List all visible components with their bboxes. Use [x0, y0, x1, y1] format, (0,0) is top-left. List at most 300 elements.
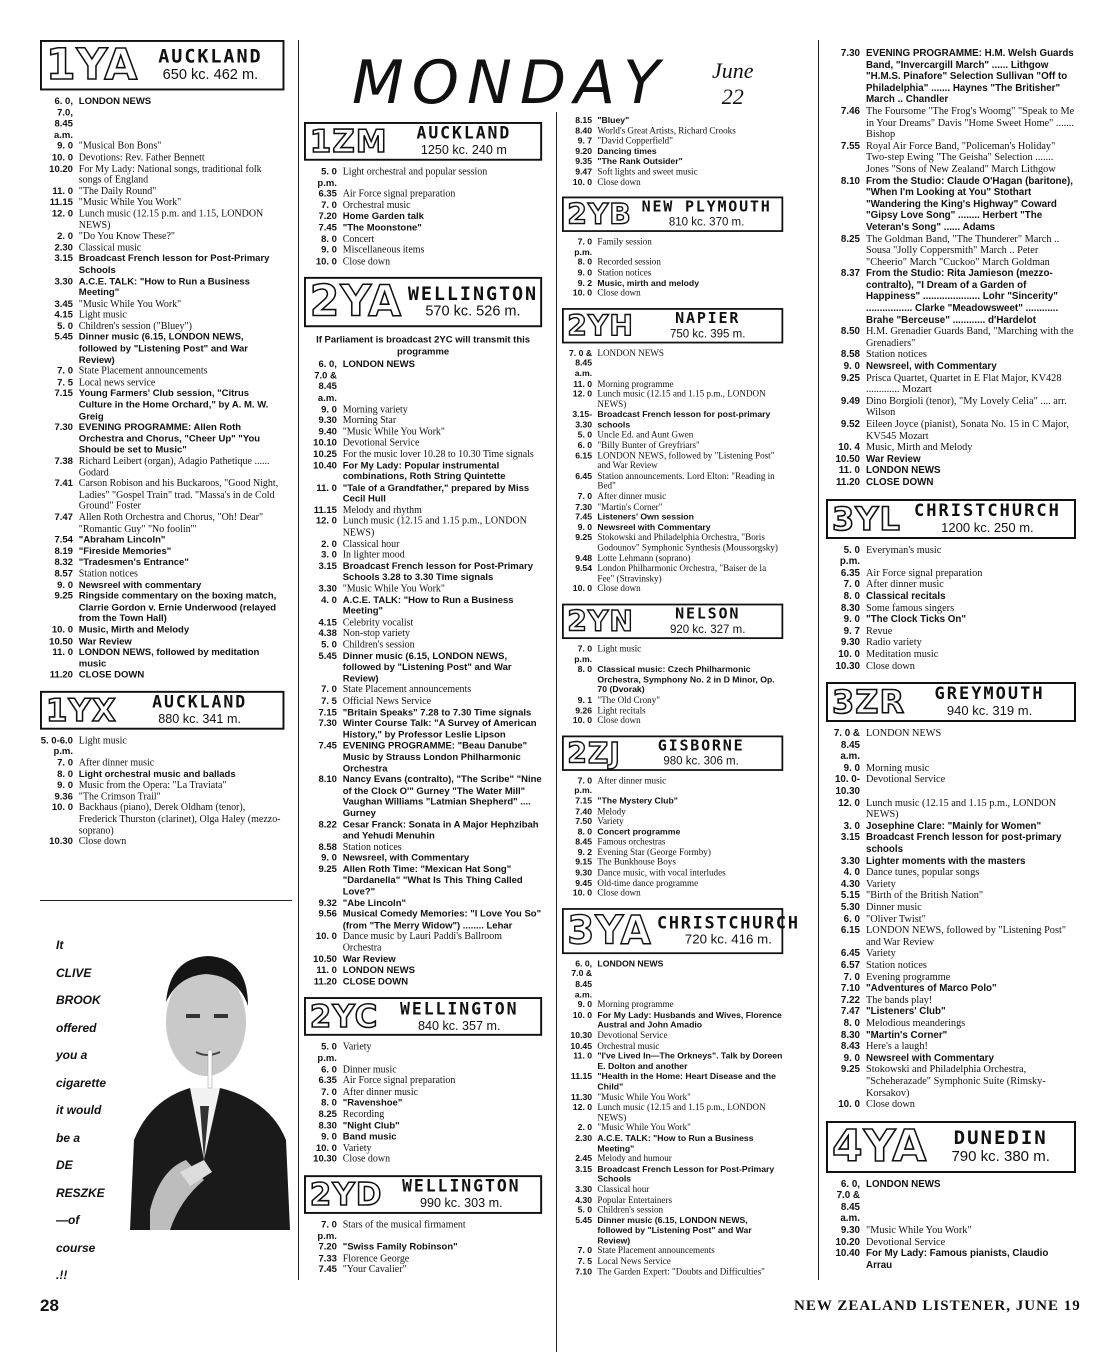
programme-title: War Review — [78, 636, 132, 647]
programme-title: Soft lights and sweet music — [597, 167, 698, 178]
programme-title: LONDON NEWS — [597, 959, 664, 970]
programme-time: 7.50 — [575, 817, 593, 827]
programme-title: Royal Air Force Band, "Policeman's Holiday" Two-step Ewing "The Geisha" Selection ....... Jones "Sons of New Zealand" March Lithgow — [866, 140, 1056, 175]
programme-title: Light music — [78, 735, 127, 747]
programme-row — [826, 774, 1076, 797]
programme-time: 9. 2 — [577, 847, 593, 858]
programme-title: Dinner music (6.15, LONDON NEWS, followed by "Listening Post" and War Review) — [342, 651, 512, 685]
programme-time: 11.15 — [313, 505, 337, 516]
programme-row — [40, 580, 284, 591]
programme-title: State Placement announcements — [342, 684, 472, 696]
programme-row — [562, 1164, 783, 1185]
station-info — [933, 1126, 1068, 1165]
block-spacer — [826, 1111, 1076, 1121]
programme-time: 3.30 — [318, 583, 337, 595]
programme-row — [40, 769, 284, 780]
programme-time: 10.30 — [570, 1031, 593, 1041]
programme-title: Stars of the musical firmament — [342, 1219, 466, 1231]
station-header — [40, 40, 284, 90]
programme-row — [304, 223, 542, 234]
programme-title: "The Moonstone" — [342, 222, 422, 234]
programme-title: Lighter moments with the masters — [866, 855, 1026, 867]
station-header — [304, 277, 542, 327]
programme-row — [40, 276, 284, 298]
programme-time: 10. 0 — [51, 152, 73, 164]
programme-row — [826, 48, 1076, 106]
station-city: WELLINGTON — [402, 1177, 521, 1197]
programme-time: 10.45 — [570, 1041, 593, 1052]
station-header — [304, 997, 542, 1036]
programme-row — [304, 741, 542, 775]
programme-row — [826, 1006, 1076, 1018]
programme-time: 6.45 — [575, 471, 593, 482]
programme-time: 4.30 — [575, 1195, 593, 1205]
programme-time: 12. 0 — [572, 1102, 593, 1113]
programme-title: Prisca Quartet, Quartet in E Flat Major, KV428 ............. Mozart — [866, 372, 1062, 396]
programme-row — [40, 209, 284, 231]
block-spacer — [304, 1276, 542, 1286]
programme-time: 7.10 — [840, 983, 860, 995]
station-frequency: 810 kc. 370 m. — [668, 215, 745, 229]
programme-title: From the Studio: Rita Jamieson (mezzo-contralto), "I Dream of a Garden of Happiness" ..................... Lohr "Sincerity" ................. Clarke "Meadowsweet" ............ Brahe "Berceuse" ............ d'Hardelot — [866, 268, 1059, 326]
programme-title: Variety — [597, 817, 624, 827]
programme-time: 5. 0 — [577, 430, 593, 441]
programme-time: 10.40 — [313, 460, 337, 471]
programme-time: 10. 0 — [315, 1142, 337, 1154]
programme-row — [562, 137, 783, 147]
programme-title: Family session — [597, 237, 652, 248]
programme-title: Station notices — [597, 268, 652, 278]
ad-copy-line: It — [56, 938, 64, 952]
programme-row — [826, 442, 1076, 454]
programme-time: 3.15 — [54, 253, 73, 265]
programme-title: "Music While You Work" — [78, 197, 182, 209]
programme-row — [826, 361, 1076, 373]
column-rule — [556, 112, 557, 1352]
programme-row — [304, 1076, 542, 1087]
programme-title: Orchestral music — [342, 200, 411, 211]
station-block — [826, 48, 1076, 499]
programme-row — [562, 1134, 783, 1155]
programme-time: 8.40 — [575, 126, 593, 136]
programme-time: 9. 1 — [577, 695, 593, 706]
programme-row — [304, 954, 542, 965]
programme-title: LONDON NEWS — [78, 96, 152, 107]
programme-row — [826, 995, 1076, 1007]
programme-time: 10. 0 — [51, 624, 73, 636]
programme-title: "Birth of the British Nation" — [866, 890, 984, 902]
block-spacer — [40, 848, 284, 858]
station-info — [907, 500, 1068, 535]
programme-row — [562, 776, 783, 797]
programme-time: 4.38 — [318, 628, 337, 640]
programme-time: 10. 0 — [838, 648, 860, 660]
programme-title: After dinner music — [866, 579, 944, 591]
programme-time: 9.49 — [840, 395, 860, 407]
programme-row — [826, 568, 1076, 580]
programme-title: EVENING PROGRAMME: H.M. Welsh Guards Band, "Invercargill March" ...... Lithgow "H.M.S. Pinafore" Selection Sullivan "Off to Philadelphia" ....... Haynes "The Britisher" March .. Chandler — [866, 48, 1074, 106]
programme-title: Local News Service — [597, 1256, 671, 1267]
programme-time: 7. 0 — [321, 1086, 337, 1098]
programme-title: Broadcast French lesson for post-primary schools — [597, 410, 771, 431]
programme-time: 9.45 — [575, 878, 593, 889]
station-block — [826, 682, 1076, 1121]
programme-time: 5. 0-6.0 p.m. — [40, 735, 73, 758]
programme-title: Light music — [78, 309, 127, 321]
programme-title: "Oliver Twist" — [866, 913, 926, 925]
programme-row — [40, 837, 284, 848]
programme-time: 2. 0 — [57, 231, 73, 242]
ad-copy-line: course — [56, 1240, 96, 1255]
programme-time: 10.20 — [49, 163, 73, 175]
programme-row — [826, 396, 1076, 419]
programme-row — [304, 189, 542, 200]
programme-row — [826, 1030, 1076, 1042]
programme-title: For My Lady: National songs, traditional folk songs of England — [78, 163, 262, 186]
programme-title: CLOSE DOWN — [866, 476, 934, 488]
programme-row — [304, 584, 542, 595]
block-spacer — [40, 681, 284, 691]
programme-row — [826, 141, 1076, 176]
programme-title: "Swiss Family Robinson" — [342, 1242, 458, 1253]
programme-title: "The Clock Ticks On" — [866, 614, 967, 626]
programme-row — [826, 902, 1076, 914]
programme-time: 9.54 — [575, 563, 593, 574]
programme-title: LONDON NEWS — [866, 465, 941, 477]
programme-title: Station announcements. Lord Elton: "Reading in Bed" — [597, 471, 775, 492]
programme-row — [304, 539, 542, 550]
programme-title: For My Lady: Famous pianists, Claudio Arrau — [866, 1248, 1049, 1271]
programme-row — [826, 234, 1076, 269]
station-block — [826, 499, 1076, 683]
programme-row — [826, 326, 1076, 349]
programme-time: 9.36 — [54, 791, 73, 803]
station-call-sign: 3YA — [567, 907, 652, 954]
programme-title: From the Studio: Claude O'Hagan (baritone), "When I'm Looking at You" Stothart "Wandering the King's Highway" Coward "Gipsy Love Song" ........ Herbert "The Veteran's Song" ...... Adams — [866, 175, 1073, 233]
programme-time: 11. 0 — [573, 379, 593, 390]
ad-copy-line: —of — [56, 1213, 80, 1227]
programme-title: "Adventures of Marco Polo" — [866, 983, 997, 995]
programme-row — [826, 1099, 1076, 1111]
programme-row — [40, 535, 284, 546]
programme-time: 8. 0 — [321, 1098, 337, 1109]
programme-time: 7.20 — [318, 1242, 337, 1253]
programme-row — [304, 640, 542, 651]
page-number: 28 — [40, 1296, 59, 1315]
programme-time: 5.45 — [575, 1215, 593, 1226]
programme-row — [304, 629, 542, 640]
page-month: June — [712, 58, 754, 83]
programme-row — [304, 460, 542, 482]
programme-time: 3.45 — [54, 298, 73, 310]
programme-title: A.C.E. TALK: "How to Run a Business Meeting" — [78, 276, 250, 299]
programme-time: 9.25 — [54, 591, 73, 602]
programme-row — [562, 1103, 783, 1124]
station-frequency: 750 kc. 395 m. — [669, 326, 746, 340]
programme-row — [40, 186, 284, 197]
programme-row — [826, 1179, 1076, 1225]
ad-copy — [56, 932, 126, 1290]
programme-row — [40, 803, 284, 837]
station-info — [388, 1179, 534, 1209]
programme-title: For My Lady: Popular instrumental combinations, Roth String Quintette — [342, 460, 506, 483]
programme-time: 10. 0 — [51, 802, 73, 814]
page-date-number: 22 — [721, 84, 744, 109]
programme-title: Variety — [866, 878, 896, 890]
programme-row — [304, 516, 542, 538]
programme-title: Newsreel, with Commentary — [342, 853, 470, 864]
programme-row — [826, 176, 1076, 234]
programme-title: Uncle Ed. and Aunt Gwen — [597, 430, 694, 441]
programme-time: 5. 0 — [321, 639, 337, 651]
programme-title: Air Force signal preparation — [866, 567, 983, 579]
programme-time: 10. 0 — [838, 1099, 860, 1111]
programme-row — [826, 856, 1076, 868]
station-info — [639, 309, 776, 340]
station-frequency: 570 kc. 526 m. — [425, 303, 521, 320]
station-info — [911, 686, 1068, 717]
programme-title: War Review — [342, 954, 396, 965]
programme-title: Dance music, with vocal interludes — [597, 868, 726, 879]
programme-row — [562, 716, 783, 726]
programme-row — [562, 441, 783, 451]
station-call-sign: 2YB — [567, 197, 632, 232]
programme-time: 6. 0 — [577, 440, 593, 451]
programme-title: A.C.E. TALK: "How to Run a Business Meeting" — [597, 1133, 754, 1154]
ad-copy-line: cigarette — [56, 1075, 107, 1090]
programme-title: Light recitals — [597, 705, 646, 716]
station-call-sign: 1YX — [45, 691, 117, 729]
programme-row — [826, 545, 1076, 568]
programme-time: 6.35 — [318, 188, 337, 200]
programme-row — [304, 167, 542, 189]
programme-time: 8.25 — [840, 233, 860, 245]
block-spacer — [304, 1165, 542, 1175]
programme-time: 7. 0 & 8.45 a.m. — [568, 348, 593, 379]
programme-time: 7. 0 p.m. — [317, 1219, 337, 1242]
programme-row — [304, 842, 542, 853]
programme-title: EVENING PROGRAMME: "Beau Danube" Music by Strauss London Philharmonic Orchestra — [342, 740, 528, 774]
programme-row — [304, 853, 542, 864]
programme-time: 12. 0 — [838, 797, 860, 809]
programme-title: Dinner music — [342, 1064, 397, 1076]
programme-row — [826, 914, 1076, 926]
block-spacer — [562, 595, 783, 604]
programme-title: Broadcast French lesson for post-primary schools — [866, 832, 1062, 856]
programme-title: "The Rank Outsider" — [597, 157, 683, 167]
programme-time: 10.30 — [49, 836, 73, 848]
programme-time: 9. 7 — [843, 625, 860, 637]
programme-title: "Abraham Lincoln" — [78, 534, 166, 546]
programme-time: 9. 0 — [57, 579, 73, 591]
programme-title: "Music While You Work" — [342, 426, 445, 438]
programme-row — [304, 696, 542, 707]
programme-time: 3.30 — [575, 1184, 593, 1195]
programme-title: LONDON NEWS — [597, 348, 664, 359]
programme-time: 10. 0 — [572, 288, 593, 299]
programme-title: Light orchestral music and ballads — [78, 769, 236, 780]
programme-time: 9.30 — [575, 868, 593, 879]
station-call-sign: 2YN — [567, 604, 634, 639]
programme-time: 10. 0 — [572, 177, 593, 188]
programme-time: 8.25 — [318, 1109, 337, 1120]
station-header — [826, 499, 1076, 539]
programme-time: 6. 0 — [843, 913, 860, 925]
programme-time: 4. 0 — [321, 594, 337, 606]
programme-row — [304, 404, 542, 415]
station-header — [562, 735, 783, 770]
station-frequency: 980 kc. 306 m. — [663, 753, 739, 768]
programme-title: "Health in the Home: Heart Disease and the Child" — [597, 1072, 776, 1093]
programme-time: 10.50 — [835, 453, 860, 465]
programme-row — [562, 237, 783, 258]
programme-row — [304, 595, 542, 617]
programme-time: 10.30 — [835, 660, 860, 672]
station-info — [144, 45, 277, 83]
programme-row — [826, 1225, 1076, 1237]
programme-row — [304, 415, 542, 426]
programme-row — [562, 410, 783, 431]
programme-row — [40, 197, 284, 208]
programme-time: 9.47 — [575, 167, 593, 178]
programme-row — [826, 763, 1076, 775]
station-city: CHRISTCHURCH — [656, 913, 800, 933]
programme-time: 3. 0 — [321, 550, 337, 561]
programme-title: Devotional Service — [342, 437, 420, 449]
programme-title: Dinner music — [866, 902, 922, 913]
programme-row — [826, 1053, 1076, 1065]
programme-row — [562, 278, 783, 288]
programme-time: 5. 0 p.m. — [839, 544, 860, 568]
programme-title: Some famous singers — [866, 602, 955, 614]
column-3 — [562, 116, 800, 1286]
programme-time: 9.15 — [575, 858, 593, 868]
programme-title: Recorded session — [597, 257, 661, 268]
programme-title: Here's a laugh! — [866, 1041, 928, 1053]
station-city: AUCKLAND — [158, 45, 263, 68]
programme-time: 7.46 — [840, 105, 860, 117]
station-block — [40, 691, 284, 858]
programme-title: Classical hour — [597, 1184, 650, 1195]
programme-title: Famous orchestras — [597, 837, 666, 848]
programme-row — [562, 451, 783, 472]
station-city: AUCKLAND — [416, 124, 512, 144]
programme-time: 9.26 — [575, 705, 593, 716]
programme-row — [826, 268, 1076, 326]
block-spacer — [826, 489, 1076, 499]
station-frequency: 920 kc. 327 m. — [669, 622, 746, 636]
programme-title: Revue — [866, 625, 893, 637]
programme-title: Stokowski and Philadelphia Orchestra, "Scheherazade" Symphonic Suite (Rimsky-Korsakov) — [866, 1064, 1046, 1099]
programme-title: London Philharmonic Orchestra, "Baiser de la Fee" (Stravinsky) — [597, 563, 767, 584]
programme-time: 7. 0 — [57, 366, 73, 377]
station-call-sign: 2YH — [567, 308, 634, 343]
programme-row — [826, 477, 1076, 489]
programme-row — [304, 707, 542, 718]
programme-time: 7.33 — [318, 1253, 337, 1264]
station-header — [562, 907, 800, 954]
programme-title: Lunch music (12.15 and 1.15 p.m., LONDON NEWS) — [597, 1102, 766, 1123]
programme-title: LONDON NEWS, followed by meditation music — [78, 647, 260, 670]
programme-row — [562, 1247, 783, 1257]
programme-title: Allen Roth Time: "Mexican Hat Song" "Dardanella" "What Is This Thing Called Love?" — [342, 864, 523, 898]
programme-row — [562, 817, 783, 827]
programme-title: Devotional Service — [597, 1031, 668, 1041]
programme-time: 11.30 — [570, 1092, 593, 1103]
programme-title: "The Mystery Club" — [597, 796, 678, 807]
programme-title: Children's session ("Bluey") — [78, 321, 192, 332]
programme-time: 3.15 — [318, 561, 337, 572]
programme-time: 8. 0 — [577, 664, 593, 675]
programme-row — [40, 557, 284, 568]
programme-row — [40, 389, 284, 423]
programme-title: "Ravenshoe" — [342, 1098, 403, 1109]
programme-title: "Music While You Work" — [597, 1123, 691, 1134]
programme-row — [562, 1195, 783, 1205]
programme-row — [40, 141, 284, 152]
station-city: GISBORNE — [657, 737, 745, 755]
programme-title: Melodious meanderings — [866, 1017, 966, 1029]
programme-row — [562, 1052, 783, 1073]
programme-time: 8. 0 — [577, 827, 593, 837]
programme-title: LONDON NEWS, followed by "Listening Post" and War Review — [597, 451, 775, 472]
programme-time: 9.25 — [318, 864, 337, 875]
programme-title: LONDON NEWS — [342, 965, 415, 976]
programme-time: 7.45 — [575, 512, 593, 523]
station-info — [408, 285, 538, 320]
programme-time: 9.30 — [318, 415, 337, 427]
programme-title: Broadcast French Lesson for Post-Primary Schools — [597, 1164, 775, 1185]
programme-time: 5.30 — [840, 902, 860, 913]
programme-title: War Review — [866, 453, 921, 465]
programme-title: Close down — [597, 584, 641, 595]
block-spacer — [304, 268, 542, 278]
programme-title: "Fireside Memories" — [78, 546, 172, 557]
programme-row — [826, 373, 1076, 396]
station-block — [562, 735, 783, 908]
programme-time: 11. 0 — [838, 465, 860, 477]
programme-title: H.M. Grenadier Guards Band, "Marching with the Grenadiers" — [866, 326, 1074, 349]
programme-title: Melody — [597, 806, 626, 817]
programme-row — [304, 1121, 542, 1132]
programme-time: 7.40 — [575, 806, 593, 817]
programme-title: Everyman's music — [866, 544, 942, 556]
programme-row — [826, 1018, 1076, 1030]
station-header — [304, 1175, 542, 1214]
programme-time: 9. 2 — [577, 278, 593, 289]
programme-row — [826, 649, 1076, 661]
programme-time: 9.25 — [575, 533, 593, 543]
programme-row — [562, 116, 783, 126]
programme-title: Children's session — [597, 1205, 664, 1216]
programme-time: 9. 0 — [843, 614, 860, 626]
programme-time: 8. 0 — [843, 590, 860, 602]
column-1 — [40, 40, 284, 858]
programme-time: 7. 0 — [843, 579, 860, 591]
programme-row — [304, 1087, 542, 1098]
programme-row — [562, 584, 783, 594]
station-city: WELLINGTON — [400, 999, 519, 1020]
station-frequency: 840 kc. 357 m. — [417, 1017, 501, 1033]
programme-time: 5.45 — [54, 332, 73, 344]
programme-row — [562, 379, 783, 389]
programme-row — [40, 242, 284, 253]
programme-time: 11. 0 — [52, 647, 73, 658]
programme-time: 6. 0, 7.0 & 8.45 a.m. — [836, 1178, 860, 1225]
station-call-sign: 3ZR — [832, 683, 906, 722]
programme-title: Lotte Lehmann (soprano) — [597, 553, 691, 564]
programme-title: Lunch music (12.15 p.m. and 1.15, LONDON NEWS) — [78, 208, 264, 231]
